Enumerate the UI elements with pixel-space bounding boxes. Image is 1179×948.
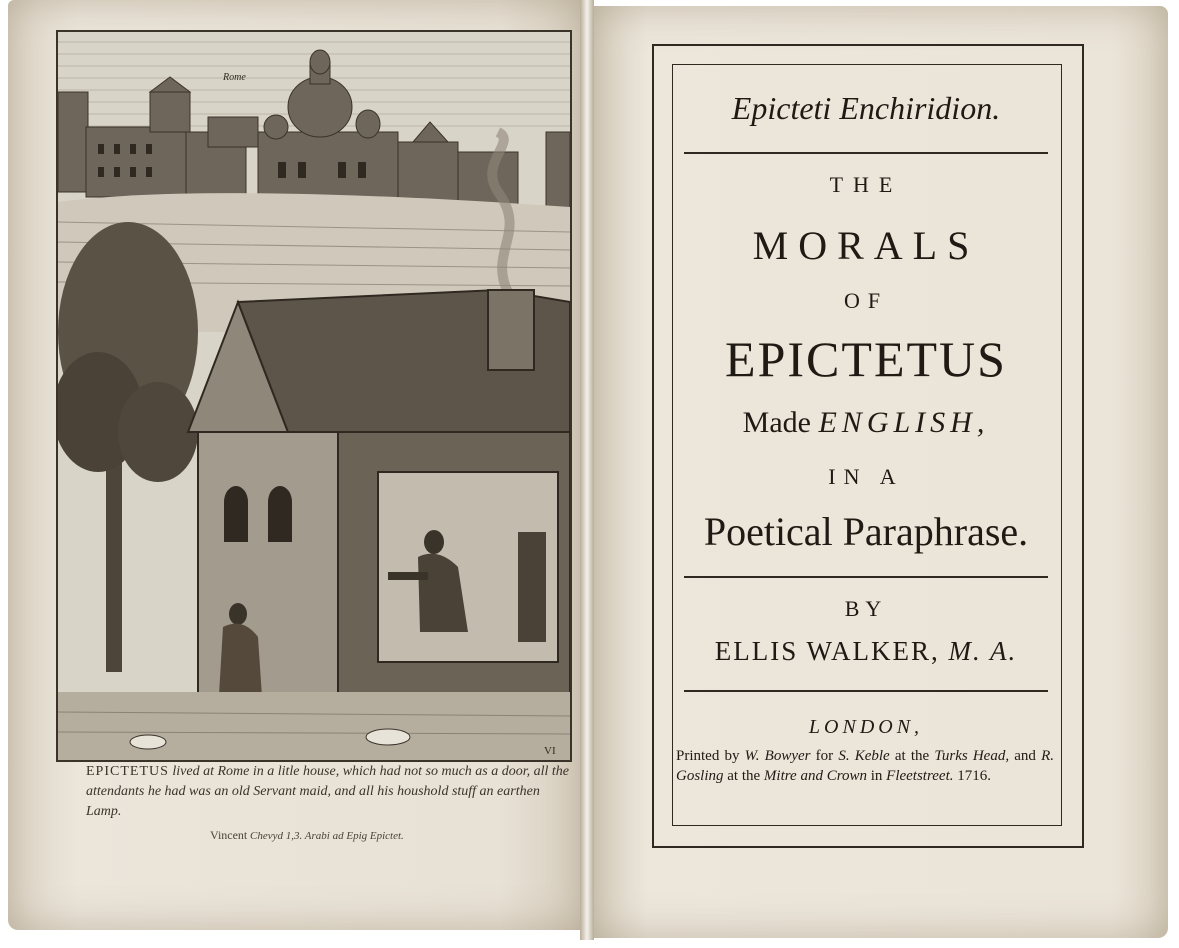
imprint-part: for — [815, 748, 834, 764]
imprint-year: 1716. — [957, 768, 991, 784]
english-word: ENGLISH, — [818, 406, 990, 439]
divider-rule — [684, 690, 1048, 692]
title-of: OF — [843, 288, 889, 313]
imprint-street: Fleetstreet. — [886, 768, 954, 784]
imprint-bookseller: R. Gosling — [676, 748, 1054, 784]
author-name: ELLIS WALKER, — [714, 636, 940, 666]
caption-text: lived at Rome in a litle house, which had not so much as a door, all the attendants he had was an old Servant maid, and all his houshold stuff an earthen Lamp. — [86, 764, 570, 819]
engraving-caption — [86, 762, 576, 822]
engraving-label: Rome — [223, 72, 246, 83]
latin-title: Epicteti Enchiridion. — [731, 90, 1001, 126]
credit-name: Vincent — [210, 828, 248, 842]
imprint-part: at the — [894, 748, 930, 764]
title-epictetus: EPICTETUS — [725, 331, 1007, 387]
imprint-text — [676, 746, 1054, 786]
author-degree: M. A. — [948, 636, 1018, 666]
credit-note: Chevyd 1,3. Arabi ad Epig Epictet. — [250, 830, 404, 842]
title-poetical-paraphrase: Poetical Paraphrase. — [703, 509, 1029, 554]
imprint-sign: Turks Head, — [934, 748, 1010, 764]
title-the: THE — [829, 172, 903, 197]
divider-rule — [684, 152, 1048, 154]
imprint-part: at the — [727, 768, 761, 784]
title-made-english — [672, 406, 1060, 440]
caption-lead: EPICTETUS — [86, 764, 169, 779]
imprint-printer: W. Bowyer — [744, 748, 811, 764]
frontispiece-engraving — [56, 30, 572, 762]
book-gutter — [580, 0, 594, 940]
title-morals: MORALS — [752, 223, 980, 268]
imprint-bookseller: S. Keble — [838, 748, 890, 764]
author-line — [672, 636, 1060, 667]
imprint-part: Printed by — [676, 748, 740, 764]
title-in-a: IN A — [828, 464, 904, 489]
imprint-sign: Mitre and Crown — [763, 768, 867, 784]
imprint-part: in — [870, 768, 883, 784]
plate-mark: VI — [544, 745, 556, 757]
made-word: Made — [742, 406, 811, 439]
engraving-credit — [210, 828, 404, 843]
title-by: BY — [844, 596, 888, 621]
imprint-place: LONDON, — [808, 716, 924, 738]
imprint-part: and — [1014, 748, 1036, 764]
divider-rule — [684, 576, 1048, 578]
